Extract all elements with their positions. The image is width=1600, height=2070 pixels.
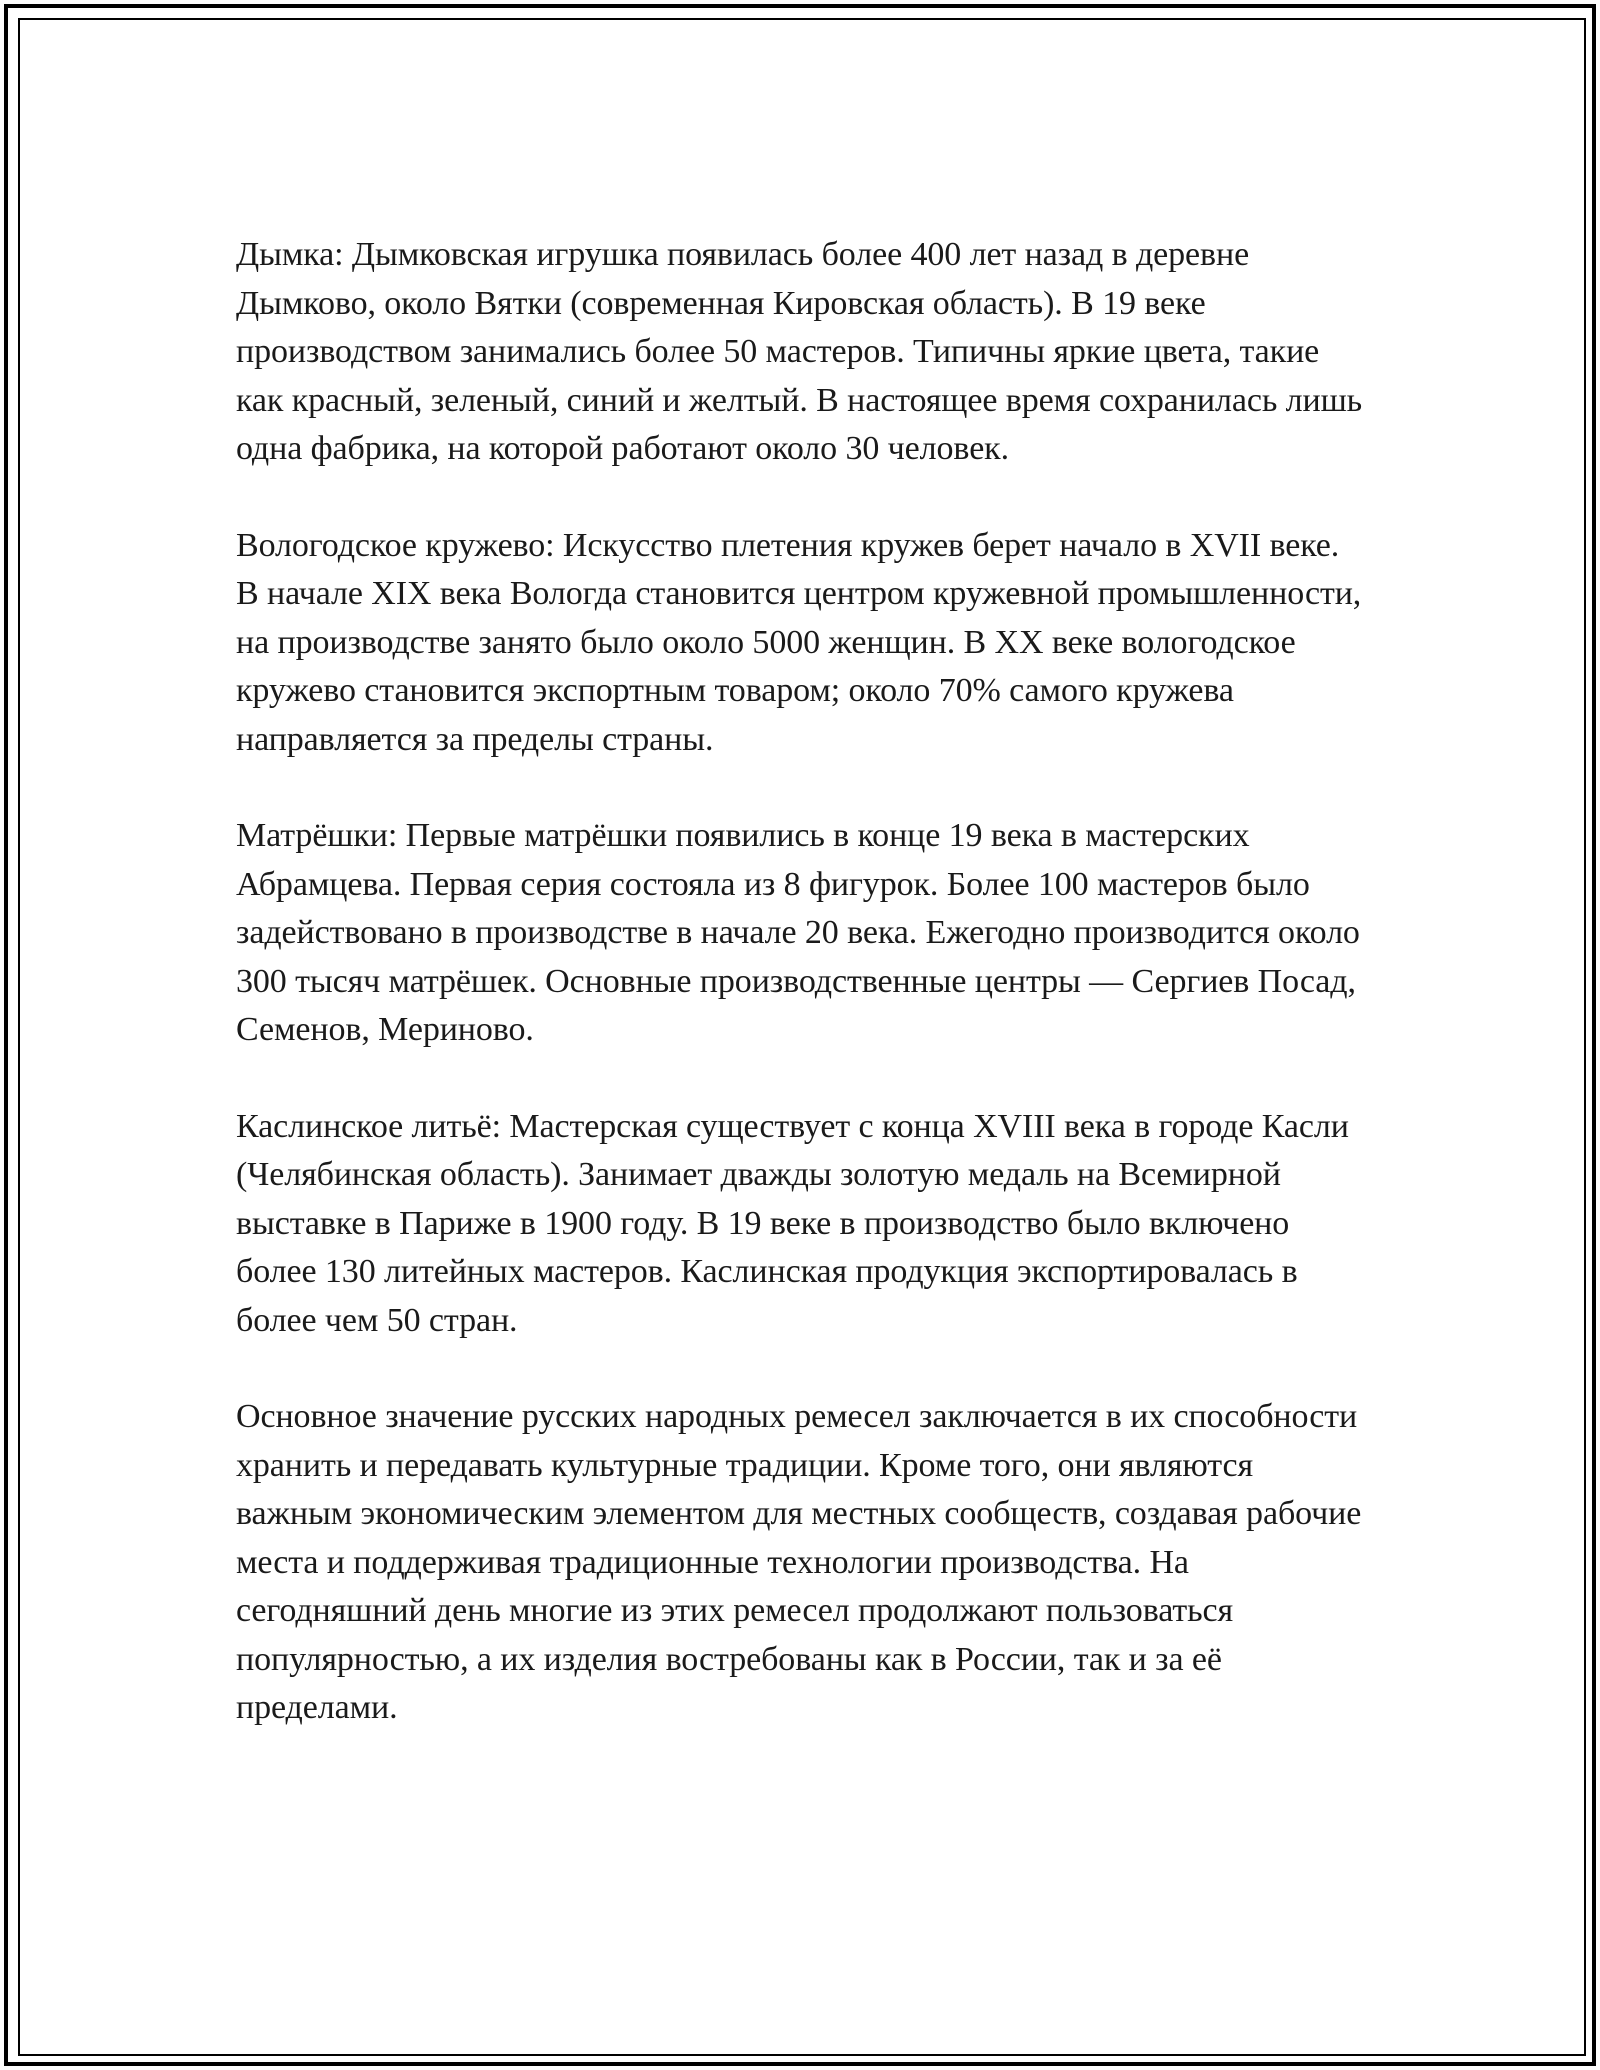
paragraph-vologda-lace: Вологодское кружево: Искусство плетения кружев берет начало в XVII веке. В начале XIX века Вологда становится центром кружевной промышленности, на производстве занято было около 5000 женщин. В XX веке вологодское кружево становится экспортным товаром; около 70% самого кружева направляется за пределы страны.	[236, 526, 1362, 758]
paragraph-kasli-casting: Каслинское литьё: Мастерская существует с конца XVIII века в городе Касли (Челябинская область). Занимает дважды золотую медаль на Всемирной выставке в Париже в 1900 году. В 19 веке в производство было включено более 130 литейных мастеров. Каслинская продукция экспортировалась в более чем 50 стран.	[236, 1107, 1349, 1339]
document-body	[236, 231, 1366, 1733]
paragraph-dymka: Дымка: Дымковская игрушка появилась более 400 лет назад в деревне Дымково, около Вятки (современная Кировская область). В 19 веке производством занимались более 50 мастеров. Типичны яркие цвета, такие как красный, зеленый, синий и желтый. В настоящее время сохранилась лишь одна фабрика, на которой работают около 30 человек.	[236, 236, 1363, 467]
paragraph-conclusion: Основное значение русских народных ремесел заключается в их способности хранить и передавать культурные традиции. Кроме того, они являются важным экономическим элементом для местных сообществ, создавая рабочие места и поддерживая традиционные технологии производства. На сегодняшний день многие из этих ремесел продолжают пользоваться популярностью, а их изделия востребованы как в России, так и за её пределами.	[236, 1398, 1362, 1726]
paragraph-matryoshka: Матрёшки: Первые матрёшки появились в конце 19 века в мастерских Абрамцева. Первая серия состояла из 8 фигурок. Более 100 мастеров было задействовано в производстве в начале 20 века. Ежегодно производится около 300 тысяч матрёшек. Основные производственные центры — Сергиев Посад, Семенов, Мериново.	[236, 817, 1360, 1048]
